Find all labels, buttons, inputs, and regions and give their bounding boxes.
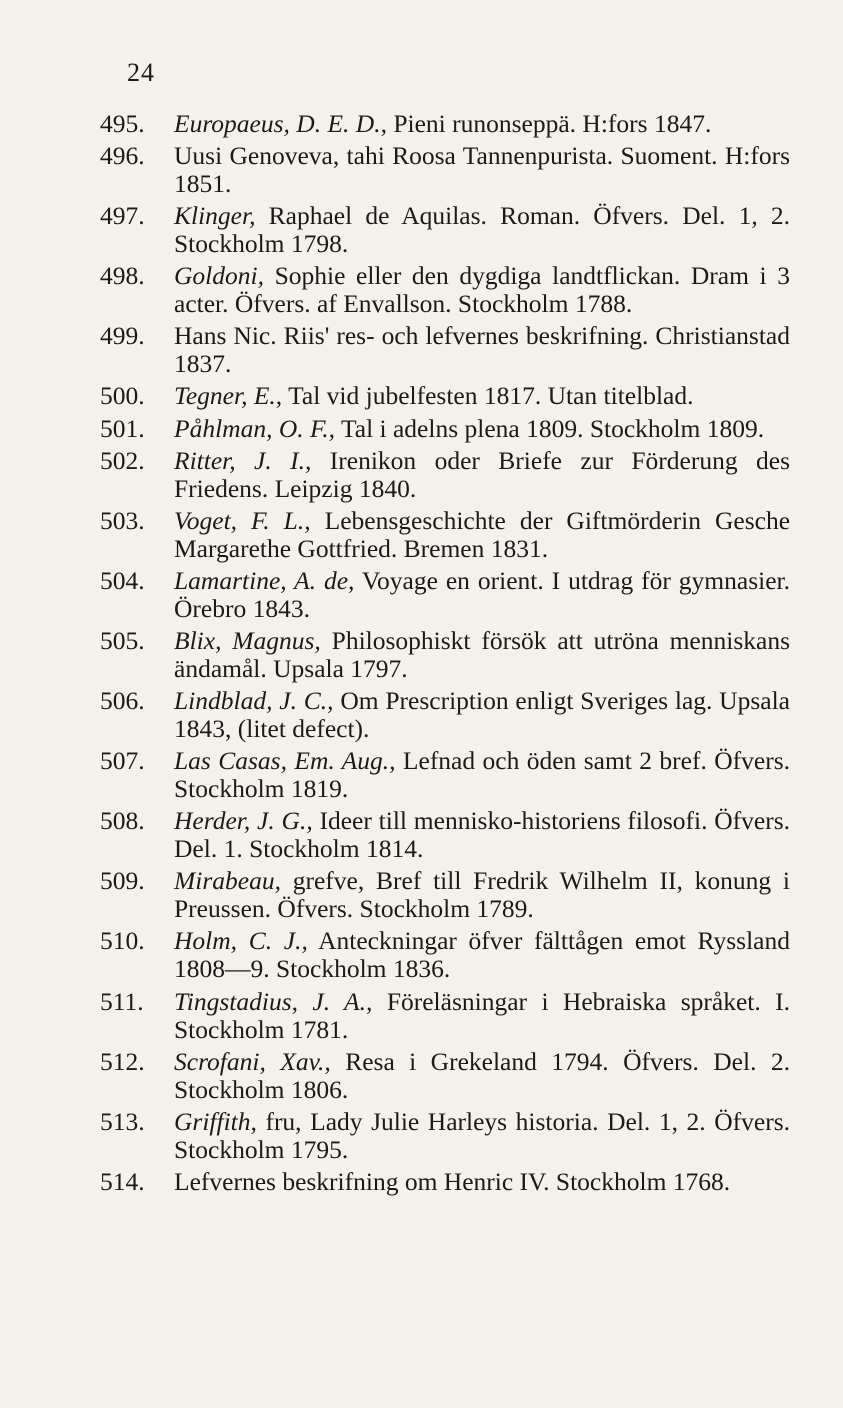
entry-number: 501. [100, 413, 145, 443]
catalog-entry [100, 110, 790, 138]
entry-author: Ritter, J. I., [174, 445, 312, 475]
entry-description [174, 382, 790, 410]
catalog-entry [100, 1108, 790, 1164]
catalog-entry [100, 927, 790, 983]
entry-title: Uusi Genoveva, tahi Roosa Tannenpurista. Suoment. H:fors 1851. [174, 141, 790, 199]
entry-number: 498. [100, 261, 145, 291]
entry-description [174, 447, 790, 503]
entry-author: Scrofani, Xav., [174, 1046, 331, 1076]
entry-number: 511. [100, 986, 144, 1016]
entry-title: Voyage en orient. I utdrag för gymnasier. Örebro 1843. [174, 565, 791, 623]
entry-title: Sophie eller den dygdiga landtflickan. Dram i 3 acter. Öfvers. af Envallson. Stockholm 1788. [174, 261, 790, 319]
entry-description [174, 1108, 790, 1164]
entry-title: Raphael de Aquilas. Roman. Öfvers. Del. 1, 2. Stockholm 1798. [174, 201, 790, 259]
catalog-entry [100, 747, 790, 803]
entry-author: Voget, F. L., [174, 505, 311, 535]
entry-number: 499. [100, 321, 145, 351]
entry-number: 510. [100, 926, 145, 956]
catalog-entry [100, 567, 790, 623]
catalog-entry [100, 687, 790, 743]
catalog-entry [100, 262, 790, 318]
entry-author: Påhlman, O. F., [174, 413, 336, 443]
page-number: 24 [127, 58, 155, 87]
entry-number: 500. [100, 381, 145, 411]
catalog-entry [100, 447, 790, 503]
entry-title: Anteckningar öfver fälttågen emot Ryssland 1808—9. Stockholm 1836. [174, 926, 791, 984]
entry-title: Resa i Grekeland 1794. Öfvers. Del. 2. Stockholm 1806. [174, 1046, 791, 1104]
entry-description [174, 1048, 790, 1104]
entry-author: Tegner, E., [174, 381, 283, 411]
entry-description [174, 567, 790, 623]
entry-description [174, 927, 790, 983]
catalog-entry [100, 322, 790, 378]
entry-title: Pieni runonseppä. H:fors 1847. [393, 109, 712, 138]
entry-number: 495. [100, 109, 145, 138]
catalog-entry [100, 627, 790, 683]
entry-number: 503. [100, 505, 145, 535]
catalog-entry [100, 1048, 790, 1104]
entry-number: 509. [100, 866, 145, 896]
entry-title: Om Prescription enligt Sveriges lag. Upsala 1843, (litet defect). [174, 686, 790, 744]
entry-description [174, 110, 790, 138]
entry-title: Irenikon oder Briefe zur Förderung des Friedens. Leipzig 1840. [174, 445, 790, 503]
entry-title: Lefnad och öden samt 2 bref. Öfvers. Stockholm 1819. [174, 746, 790, 804]
catalog-entry [100, 1168, 790, 1196]
entry-description [174, 867, 790, 923]
catalog-entry [100, 142, 790, 198]
entry-author: Mirabeau, [174, 866, 281, 896]
entry-number: 497. [100, 201, 145, 231]
entry-description [174, 687, 790, 743]
entry-description [174, 747, 790, 803]
entry-author: Tingstadius, J. A., [174, 986, 373, 1016]
entry-number: 504. [100, 565, 145, 595]
entry-author: Lindblad, J. C., [174, 686, 334, 716]
catalog-entry [100, 507, 790, 563]
entry-title: fru, Lady Julie Harleys historia. Del. 1, 2. Öfvers. Stockholm 1795. [174, 1106, 790, 1164]
entry-description [174, 415, 790, 443]
entry-number: 512. [100, 1046, 145, 1076]
entry-title: Philosophiskt försök att utröna menniskans ändamål. Upsala 1797. [174, 625, 791, 683]
entry-description [174, 322, 790, 378]
entry-title: Hans Nic. Riis' res- och lefvernes beskrifning. Christianstad 1837. [174, 321, 790, 379]
catalog-entry [100, 867, 790, 923]
entry-number: 514. [100, 1166, 145, 1196]
entry-author: Herder, J. G., [174, 806, 313, 836]
entry-title: Tal vid jubelfesten 1817. Utan titelblad. [288, 381, 694, 411]
entry-author: Lamartine, A. de, [174, 565, 355, 595]
entry-description [174, 262, 790, 318]
entry-author: Blix, Magnus, [174, 625, 321, 655]
catalog-entry [100, 415, 790, 443]
entry-description [174, 142, 790, 198]
entry-description [174, 507, 790, 563]
entry-number: 502. [100, 445, 145, 475]
entry-author: Las Casas, Em. Aug., [174, 746, 396, 776]
entry-author: Griffith, [174, 1106, 257, 1136]
entry-number: 508. [100, 806, 145, 836]
entry-author: Goldoni, [174, 261, 264, 291]
entry-description [174, 202, 790, 258]
entry-description [174, 988, 790, 1044]
entry-number: 513. [100, 1106, 145, 1136]
entry-description [174, 627, 790, 683]
entry-number: 496. [100, 141, 145, 171]
entry-title: grefve, Bref till Fredrik Wilhelm II, konung i Preussen. Öfvers. Stockholm 1789. [174, 866, 791, 924]
entry-number: 507. [100, 746, 145, 776]
entry-author: Holm, C. J., [174, 926, 308, 956]
catalog-entry [100, 988, 790, 1044]
entry-title: Tal i adelns plena 1809. Stockholm 1809. [340, 413, 765, 443]
entry-title: Lefvernes beskrifning om Henric IV. Stockholm 1768. [174, 1166, 731, 1196]
entry-number: 505. [100, 625, 145, 655]
entry-title: Ideer till mennisko-historiens filosofi. Öfvers. Del. 1. Stockholm 1814. [174, 806, 791, 864]
entry-title: Föreläsningar i Hebraiska språket. I. Stockholm 1781. [174, 986, 791, 1044]
catalog-entry [100, 202, 790, 258]
catalog-entry [100, 382, 790, 410]
entry-author: Klinger, [174, 201, 256, 231]
entry-title: Lebensgeschichte der Giftmörderin Gesche Margarethe Gottfried. Bremen 1831. [174, 505, 791, 563]
catalog-entry [100, 807, 790, 863]
entry-author: Europaeus, D. E. D., [174, 109, 387, 138]
entry-description [174, 1168, 790, 1196]
catalog-entry-list [100, 110, 790, 1200]
entry-number: 506. [100, 686, 145, 716]
entry-description [174, 807, 790, 863]
